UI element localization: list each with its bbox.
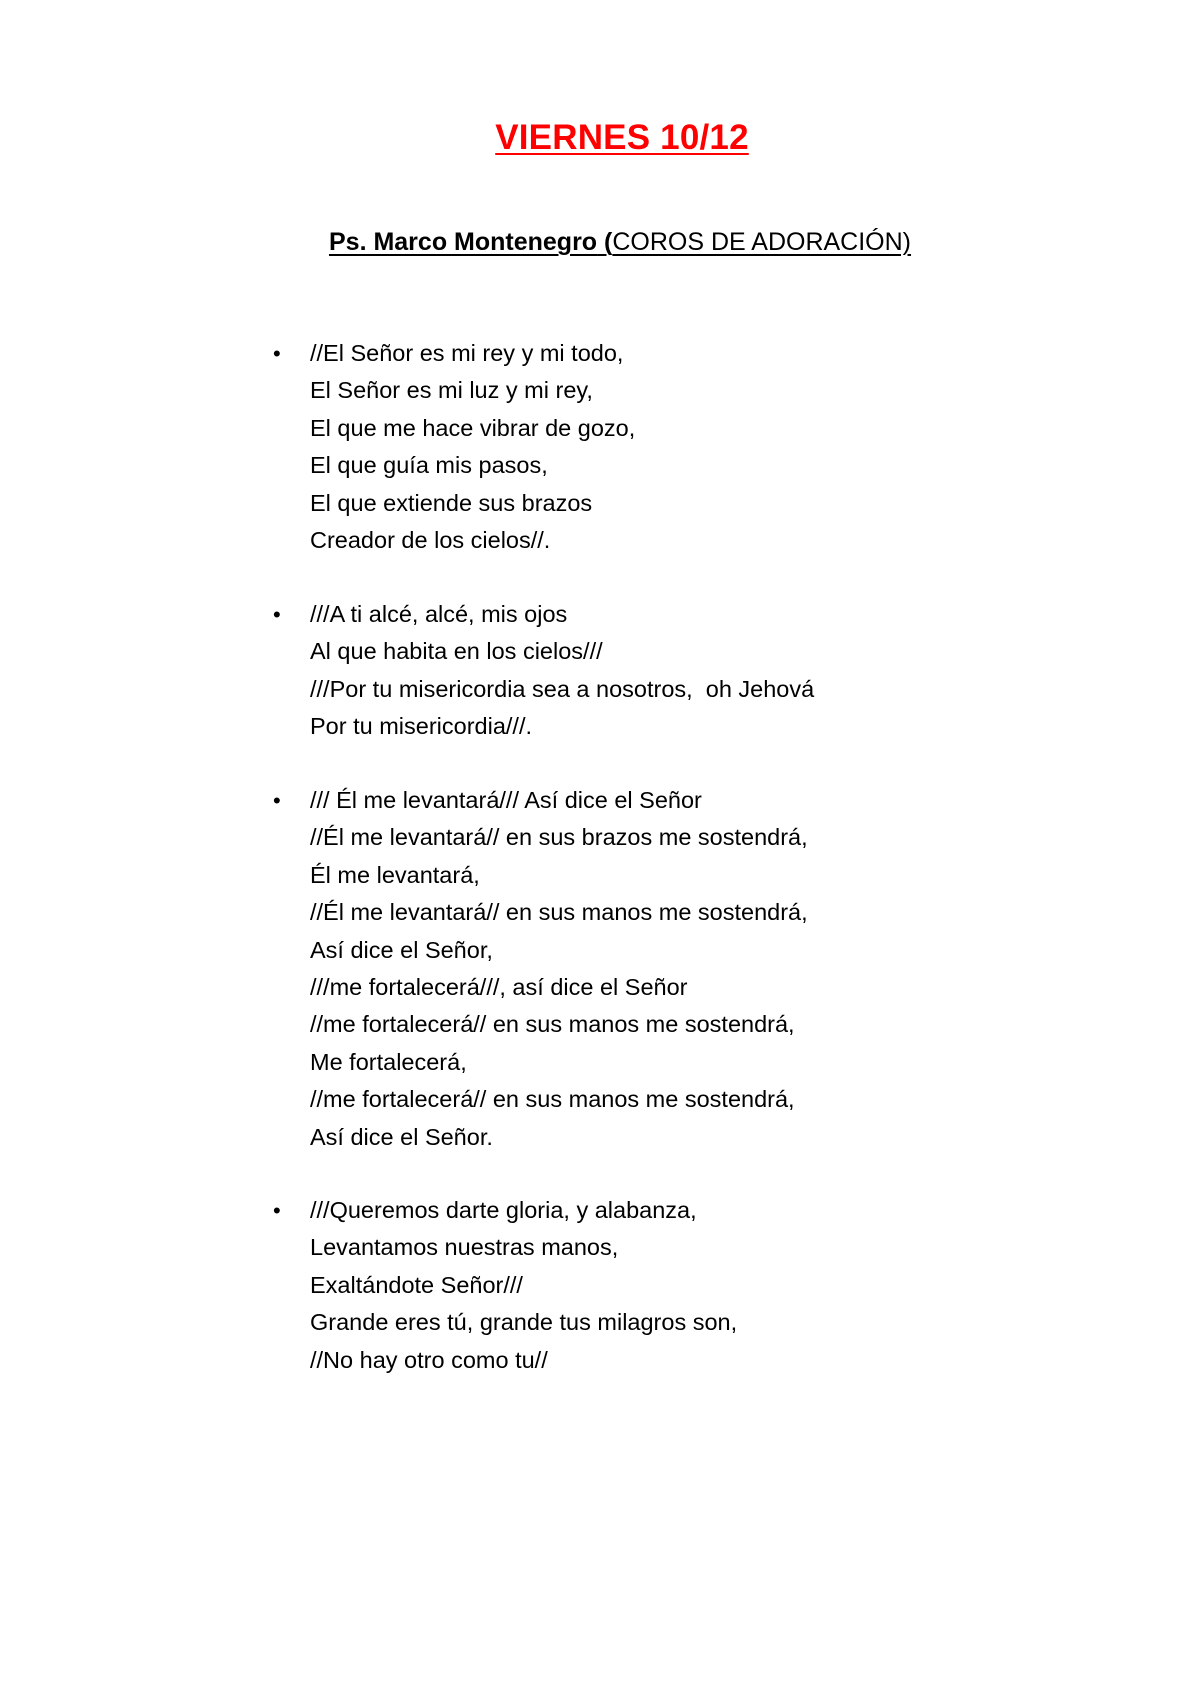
song-line: //Él me levantará// en sus brazos me sostendrá, [310,824,808,851]
song-line: El Señor es mi luz y mi rey, [310,377,593,404]
song-line: Así dice el Señor, [310,936,493,963]
song-line: /// Él me levantará/// Así dice el Señor [310,787,702,813]
bullet-icon: • [273,788,281,813]
page-title: VIERNES 10/12 [495,118,749,157]
song-line: Levantamos nuestras manos, [310,1234,619,1261]
song-line: ///Por tu misericordia sea a nosotros, oh Jehová [310,675,815,702]
song-line: El que guía mis pasos, [310,452,548,479]
song-lines [310,1192,737,1379]
song-lines [310,782,808,1156]
bullet-icon: • [273,602,281,627]
song-line: Él me levantará, [310,861,480,888]
song-group-label: COROS DE ADORACIÓN) [612,228,912,256]
pastor-name: Ps. Marco Montenegro [328,228,598,256]
song-line: El que me hace vibrar de gozo, [310,414,636,441]
song-line: ///Queremos darte gloria, y alabanza, [310,1197,697,1223]
subtitle-open-paren: ( [604,228,613,256]
song-line: Al que habita en los cielos/// [310,638,603,665]
song-line: //El Señor es mi rey y mi todo, [310,340,624,366]
song-line: //No hay otro como tu// [310,1346,548,1373]
song-line: Creador de los cielos//. [310,527,551,554]
song-line: Exaltándote Señor/// [310,1271,523,1298]
song-line: //me fortalecerá// en sus manos me sostendrá, [310,1086,795,1113]
song-line: ///me fortalecerá///, así dice el Señor [310,974,688,1001]
song-line: //me fortalecerá// en sus manos me sostendrá, [310,1011,795,1038]
bullet-icon: • [273,1198,281,1223]
song-line: Por tu misericordia///. [310,713,533,740]
song-line: Grande eres tú, grande tus milagros son, [310,1309,738,1336]
song-lines [310,335,635,559]
bullet-icon: • [273,341,281,366]
song-line: //Él me levantará// en sus manos me sostendrá, [310,899,808,926]
song-line: Me fortalecerá, [310,1048,467,1075]
song-line: ///A ti alcé, alcé, mis ojos [310,601,568,627]
song-line: El que extiende sus brazos [310,489,593,516]
song-lines [310,596,814,746]
song-line: Así dice el Señor. [310,1123,493,1150]
